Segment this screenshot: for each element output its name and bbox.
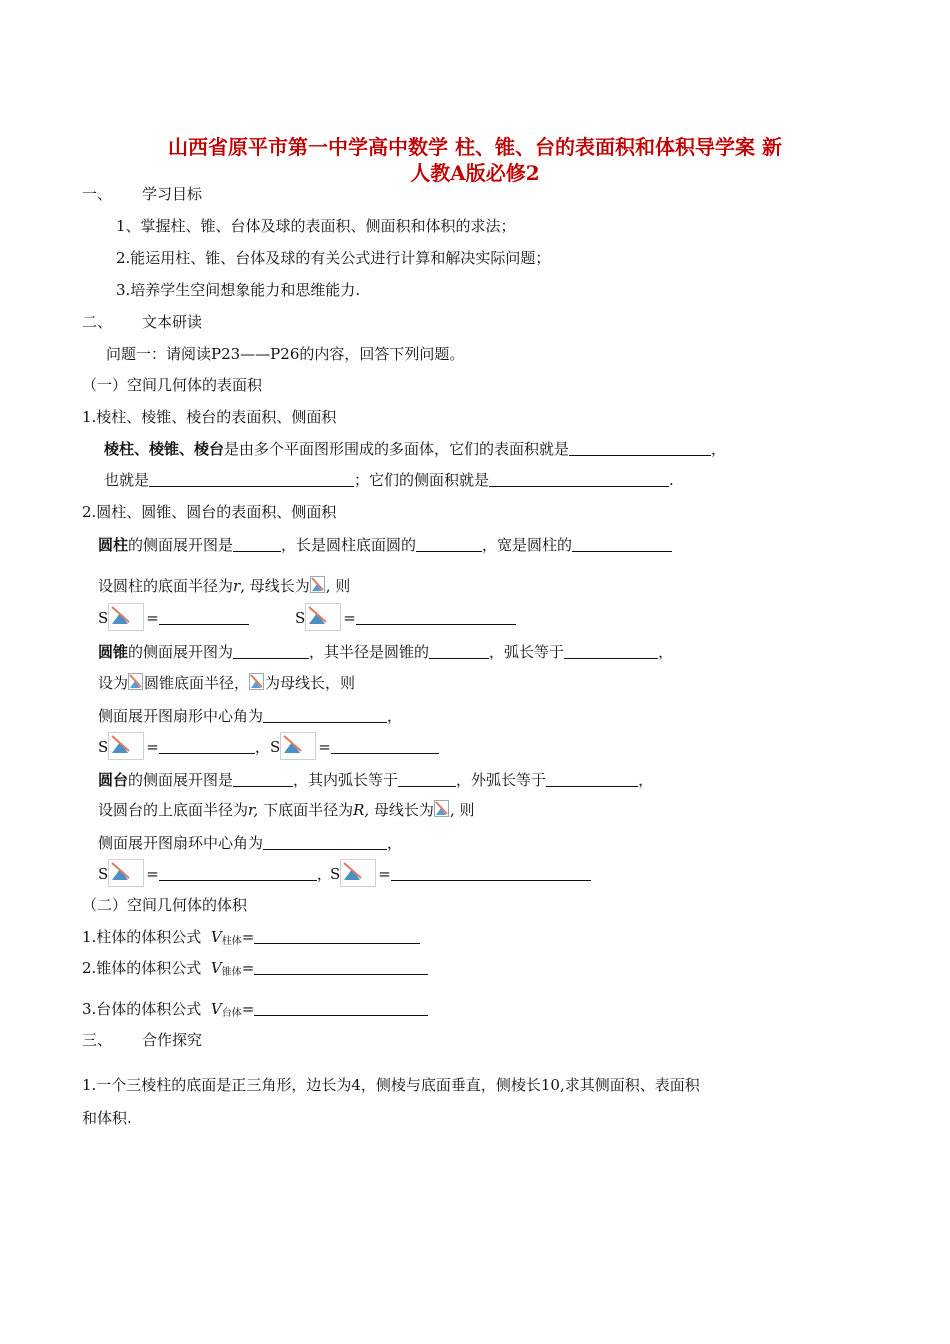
formula-image-icon [108, 859, 144, 887]
q1-bold: 棱柱、棱锥、棱台 [104, 440, 225, 458]
var-v: V [210, 1000, 222, 1018]
equals: = [241, 928, 255, 946]
equals: = [378, 865, 391, 883]
fill-blank[interactable] [416, 536, 482, 552]
frustum-angle [98, 833, 402, 853]
cone-text1: 的侧面展开图为 [128, 643, 234, 661]
cone-line1 [98, 642, 673, 662]
fill-blank[interactable] [572, 536, 672, 552]
equals: = [343, 609, 356, 627]
formula-image-icon [340, 859, 376, 887]
s-letter: S [295, 609, 306, 627]
objective-2: 2.能运用柱、锥、台体及球的有关公式进行计算和解决实际问题； [116, 249, 551, 267]
section3-title: 合作探究 [142, 1031, 203, 1049]
equals: = [318, 738, 331, 756]
volume-prism [82, 927, 420, 952]
fill-blank[interactable] [149, 471, 354, 487]
var-r: r [233, 577, 241, 595]
s-letter: S [330, 865, 341, 883]
subscript: 柱体 [221, 936, 242, 947]
var-r: r, [248, 801, 259, 819]
q1-side: ；它们的侧面积就是 [354, 471, 490, 489]
var-R: R, [353, 801, 370, 819]
fill-blank[interactable] [356, 609, 516, 625]
cylinder-text2: ，长是圆柱底面圆的 [281, 536, 417, 554]
section2-num: 二、 [82, 313, 113, 331]
cone-angle [98, 706, 402, 726]
frustum-setup [98, 800, 474, 820]
equals: = [146, 609, 159, 627]
question-1: 问题一：请阅读P23——P26的内容，回答下列问题。 [106, 345, 465, 363]
cone-text2: ，其半径是圆锥的 [309, 643, 430, 661]
formula-image-icon [108, 732, 144, 760]
comma: ， [638, 771, 654, 789]
text: , 则 [325, 577, 351, 595]
volume-pyramid [82, 958, 428, 983]
problem-line1: 1.一个三棱柱的底面是正三角形，边长为4，侧棱与底面垂直，侧棱长10,求其侧面积、表面积 [82, 1076, 700, 1094]
formula-image-icon [280, 732, 316, 760]
text: 侧面展开图扇环中心角为 [98, 834, 264, 852]
text: , 则 [449, 801, 475, 819]
equals: = [146, 738, 159, 756]
s-letter: S [98, 865, 109, 883]
cone-setup [98, 673, 355, 693]
broken-image-icon [128, 673, 144, 691]
q1-also: 也就是 [104, 471, 150, 489]
text: 侧面展开图扇形中心角为 [98, 707, 264, 725]
cylinder-formula-2 [295, 603, 516, 631]
comma: ， [387, 707, 403, 725]
fill-blank[interactable] [254, 959, 428, 975]
frustum-text1: 的侧面展开图是 [128, 771, 234, 789]
equals: = [146, 865, 159, 883]
comma: ， [711, 440, 727, 458]
text: 1.柱体的体积公式 [82, 928, 202, 946]
doc-title-line1: 山西省原平市第一中学高中数学 柱、锥、台的表面积和体积导学案 新 [168, 135, 782, 159]
equals: = [241, 959, 255, 977]
volume-frustum [82, 999, 428, 1024]
frustum-formula-2 [330, 859, 591, 887]
frustum-bold: 圆台 [98, 771, 129, 789]
cylinder-formula-1 [98, 603, 249, 631]
text: 为母线长，则 [265, 674, 356, 692]
text: 设为 [98, 674, 129, 692]
comma: ， [254, 738, 270, 756]
cylinder-line1 [98, 535, 672, 555]
fill-blank[interactable] [254, 928, 420, 944]
cylinder-bold: 圆柱 [98, 536, 129, 554]
q1-heading: 1.棱柱、棱锥、棱台的表面积、侧面积 [82, 408, 337, 426]
comma: ， [387, 834, 403, 852]
fill-blank[interactable] [489, 471, 669, 487]
subscript: 锥体 [221, 967, 242, 978]
text: 圆锥底面半径， [144, 674, 250, 692]
text: 设圆台的上底面半径为 [98, 801, 249, 819]
fill-blank[interactable] [159, 738, 255, 754]
cylinder-text1: 的侧面展开图是 [128, 536, 234, 554]
section1-title: 学习目标 [142, 185, 203, 203]
frustum-text3: ，外弧长等于 [456, 771, 547, 789]
equals: = [241, 1000, 255, 1018]
frustum-line1 [98, 770, 653, 790]
broken-image-icon [310, 576, 326, 594]
text: , 母线长为 [240, 577, 310, 595]
q1-line1 [104, 439, 726, 459]
fill-blank[interactable] [263, 834, 387, 850]
text: 2.锥体的体积公式 [82, 959, 202, 977]
comma: ， [316, 865, 332, 883]
frustum-formula-1 [98, 859, 332, 887]
broken-image-icon [434, 800, 450, 818]
fill-blank[interactable] [546, 771, 638, 787]
fill-blank[interactable] [159, 609, 249, 625]
fill-blank[interactable] [233, 536, 281, 552]
q1-line2 [104, 470, 674, 490]
cone-formula-2 [270, 732, 439, 760]
fill-blank[interactable] [564, 643, 658, 659]
cone-bold: 圆锥 [98, 643, 129, 661]
doc-title-line2: 人教A版必修2 [410, 161, 540, 185]
fill-blank[interactable] [263, 707, 387, 723]
frustum-text2: ，其内弧长等于 [293, 771, 399, 789]
problem-line2: 和体积. [82, 1109, 132, 1127]
text: 母线长为 [369, 801, 434, 819]
fill-blank[interactable] [233, 771, 293, 787]
part2-heading: （二）空间几何体的体积 [82, 896, 248, 914]
fill-blank[interactable] [254, 1000, 428, 1016]
q2-heading: 2.圆柱、圆锥、圆台的表面积、侧面积 [82, 503, 337, 521]
s-letter: S [270, 738, 281, 756]
period: . [669, 471, 674, 489]
var-v: V [210, 959, 222, 977]
objective-3: 3.培养学生空间想象能力和思维能力. [116, 281, 361, 299]
cylinder-setup [98, 576, 350, 596]
q1-text: 是由多个平面图形围成的多面体，它们的表面积就是 [224, 440, 570, 458]
fill-blank[interactable] [233, 643, 309, 659]
formula-image-icon [108, 603, 144, 631]
section3-num: 三、 [82, 1031, 113, 1049]
cylinder-text3: ，宽是圆柱的 [482, 536, 573, 554]
broken-image-icon [249, 673, 265, 691]
part1-heading: （一）空间几何体的表面积 [82, 376, 263, 394]
section2-title: 文本研读 [142, 313, 203, 331]
objective-1: 1、掌握柱、锥、台体及球的表面积、侧面积和体积的求法； [116, 217, 516, 235]
formula-image-icon [305, 603, 341, 631]
fill-blank[interactable] [569, 440, 711, 456]
comma: ， [658, 643, 674, 661]
s-letter: S [98, 609, 109, 627]
text: 下底面半径为 [258, 801, 354, 819]
subscript: 台体 [221, 1008, 242, 1019]
fill-blank[interactable] [159, 865, 317, 881]
var-v: V [210, 928, 222, 946]
s-letter: S [98, 738, 109, 756]
section1-num: 一、 [82, 185, 113, 203]
text: 设圆柱的底面半径为 [98, 577, 234, 595]
cone-formula-1 [98, 732, 270, 760]
fill-blank[interactable] [398, 771, 456, 787]
fill-blank[interactable] [391, 865, 591, 881]
cone-text3: ，弧长等于 [489, 643, 565, 661]
fill-blank[interactable] [331, 738, 439, 754]
text: 3.台体的体积公式 [82, 1000, 202, 1018]
fill-blank[interactable] [429, 643, 489, 659]
